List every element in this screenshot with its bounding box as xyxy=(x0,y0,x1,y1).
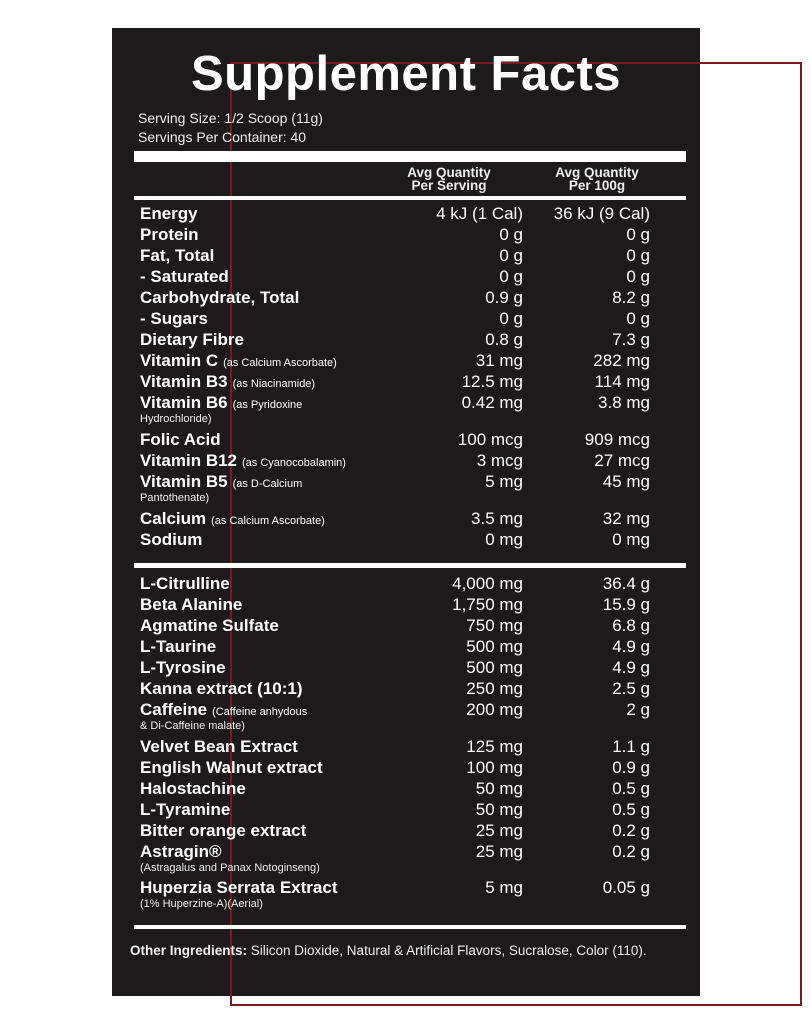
row-per-serving: 100 mg xyxy=(466,758,523,777)
table-row xyxy=(140,574,650,594)
row-per-serving: 25 mg xyxy=(475,842,523,861)
row-label: L-Citrulline xyxy=(140,574,230,593)
row-wrap-text: (1% Huperzine-A)(Aerial) xyxy=(140,898,263,910)
row-per-100g: 7.3 g xyxy=(612,330,650,349)
row-label: Carbohydrate, Total xyxy=(140,288,300,307)
row-per-100g: 0 g xyxy=(626,267,650,286)
table-row xyxy=(140,267,650,287)
table-row xyxy=(140,393,650,413)
row-name xyxy=(140,330,244,350)
row-label: Protein xyxy=(140,225,199,244)
row-per-serving: 750 mg xyxy=(466,616,523,635)
row-per-100g: 36.4 g xyxy=(602,574,650,593)
row-name xyxy=(140,821,306,841)
table-row xyxy=(140,430,650,450)
row-name xyxy=(140,530,202,550)
col-header-per-serving-line1: Avg Quantity xyxy=(407,165,491,180)
row-name xyxy=(140,758,323,778)
row-name xyxy=(140,451,346,473)
row-name xyxy=(140,351,337,373)
row-name xyxy=(140,393,302,415)
row-label: Beta Alanine xyxy=(140,595,243,614)
row-per-serving: 500 mg xyxy=(466,637,523,656)
table-row xyxy=(140,779,650,799)
row-label: Vitamin B3 xyxy=(140,372,228,391)
table-row xyxy=(140,758,650,778)
row-name xyxy=(140,616,279,636)
row-per-serving: 125 mg xyxy=(466,737,523,756)
row-name xyxy=(140,430,221,450)
row-per-100g: 6.8 g xyxy=(612,616,650,635)
row-per-100g: 15.9 g xyxy=(602,595,650,614)
row-label: Caffeine xyxy=(140,700,208,719)
row-label: Kanna extract (10:1) xyxy=(140,679,303,698)
col-header-per-100g-line1: Avg Quantity xyxy=(555,165,639,180)
row-label: - Sugars xyxy=(140,309,209,328)
row-per-100g: 0.5 g xyxy=(612,800,650,819)
row-label: Bitter orange extract xyxy=(140,821,307,840)
divider-header xyxy=(134,196,686,200)
panel-title: Supplement Facts xyxy=(190,47,622,101)
row-per-serving: 100 mcg xyxy=(457,430,523,449)
row-per-100g: 27 mcg xyxy=(594,451,650,470)
table-row xyxy=(140,700,650,720)
row-per-100g: 909 mcg xyxy=(584,430,650,449)
row-per-100g: 114 mg xyxy=(594,372,650,391)
row-name xyxy=(140,309,208,329)
table-row xyxy=(140,246,650,266)
row-per-100g: 0.2 g xyxy=(612,842,650,861)
table-row xyxy=(140,821,650,841)
row-per-serving: 250 mg xyxy=(466,679,523,698)
row-per-100g: 0.2 g xyxy=(612,821,650,840)
row-sublabel: (as Niacinamide) xyxy=(232,378,316,390)
serving-size: Serving Size: 1/2 Scoop (11g) xyxy=(138,110,323,126)
row-per-100g: 0.9 g xyxy=(612,758,650,777)
row-name xyxy=(140,267,229,287)
row-name xyxy=(140,637,216,657)
row-wrap-text: (Astragalus and Panax Notoginseng) xyxy=(140,862,320,874)
row-name xyxy=(140,472,302,494)
other-ingredients-text: Silicon Dioxide, Natural & Artificial Flavors, Sucralose, Color (110). xyxy=(247,943,647,958)
row-per-serving: 4,000 mg xyxy=(452,574,523,593)
table-row xyxy=(140,351,650,371)
row-name xyxy=(140,225,199,245)
row-label: Velvet Bean Extract xyxy=(140,737,298,756)
row-per-100g: 3.8 mg xyxy=(598,393,650,412)
table-row xyxy=(140,330,650,350)
row-per-100g: 36 kJ (9 Cal) xyxy=(553,204,650,223)
row-per-100g: 0.05 g xyxy=(602,878,650,897)
row-per-serving: 200 mg xyxy=(466,700,523,719)
row-wrap-text: Pantothenate) xyxy=(140,492,210,504)
table-row xyxy=(140,372,650,392)
row-per-serving: 50 mg xyxy=(475,779,523,798)
row-label: Halostachine xyxy=(140,779,246,798)
row-per-serving: 0.42 mg xyxy=(461,393,523,412)
row-per-serving: 0 g xyxy=(499,225,523,244)
row-name xyxy=(140,842,221,862)
row-per-100g: 0 g xyxy=(626,225,650,244)
table-row xyxy=(140,288,650,308)
row-per-100g: 32 mg xyxy=(602,509,650,528)
table-row xyxy=(140,472,650,492)
row-per-serving: 0 g xyxy=(499,309,523,328)
row-name xyxy=(140,700,307,722)
table-row xyxy=(140,878,650,898)
row-name xyxy=(140,574,230,594)
divider-bottom xyxy=(134,925,686,929)
row-per-serving: 31 mg xyxy=(475,351,523,370)
other-ingredients-label: Other Ingredients: xyxy=(130,943,248,958)
row-label: Dietary Fibre xyxy=(140,330,244,349)
row-name xyxy=(140,737,298,757)
row-per-100g: 0 g xyxy=(626,309,650,328)
row-per-serving: 500 mg xyxy=(466,658,523,677)
row-per-100g: 4.9 g xyxy=(612,637,650,656)
row-per-serving: 4 kJ (1 Cal) xyxy=(436,204,523,223)
row-label: Huperzia Serrata Extract xyxy=(140,878,338,897)
row-sublabel: (Caffeine anhydous xyxy=(212,706,308,718)
thick-divider-top xyxy=(134,151,686,162)
row-label: - Saturated xyxy=(140,267,229,286)
row-per-100g: 0.5 g xyxy=(612,779,650,798)
row-name xyxy=(140,800,230,820)
row-label: Sodium xyxy=(140,530,203,549)
row-name xyxy=(140,679,303,699)
col-header-per-100g-line2: Per 100g xyxy=(568,178,626,193)
row-wrap-text: & Di-Caffeine malate) xyxy=(140,720,245,732)
table-row xyxy=(140,616,650,636)
row-per-100g: 2.5 g xyxy=(612,679,650,698)
row-per-serving: 0.9 g xyxy=(485,288,523,307)
col-header-per-serving xyxy=(394,166,504,192)
row-label: Astragin® xyxy=(140,842,222,861)
row-per-serving: 25 mg xyxy=(475,821,523,840)
row-sublabel: (as Cyanocobalamin) xyxy=(242,457,346,469)
row-label: Calcium xyxy=(140,509,207,528)
row-name xyxy=(140,372,315,394)
row-per-100g: 8.2 g xyxy=(612,288,650,307)
row-label: Vitamin B5 xyxy=(140,472,228,491)
divider-actives xyxy=(134,563,686,568)
row-label: L-Tyrosine xyxy=(140,658,226,677)
supplement-facts-panel xyxy=(112,28,700,996)
table-row xyxy=(140,204,650,224)
table-row xyxy=(140,451,650,471)
row-per-100g: 0 mg xyxy=(612,530,650,549)
row-per-serving: 50 mg xyxy=(475,800,523,819)
row-per-serving: 5 mg xyxy=(485,878,523,897)
row-per-100g: 2 g xyxy=(626,700,650,719)
row-per-serving: 3 mcg xyxy=(476,451,523,470)
table-row xyxy=(140,658,650,678)
row-name xyxy=(140,246,214,266)
row-per-serving: 1,750 mg xyxy=(452,595,523,614)
row-per-serving: 12.5 mg xyxy=(461,372,523,391)
table-row xyxy=(140,595,650,615)
table-row xyxy=(140,225,650,245)
row-name xyxy=(140,878,337,898)
servings-per-container: Servings Per Container: 40 xyxy=(138,129,307,145)
row-label: Agmatine Sulfate xyxy=(140,616,279,635)
row-sublabel: (as Calcium Ascorbate) xyxy=(223,357,337,369)
row-label: Fat, Total xyxy=(140,246,215,265)
row-per-serving: 3.5 mg xyxy=(471,509,523,528)
row-name xyxy=(140,288,299,308)
row-per-100g: 282 mg xyxy=(593,351,650,370)
table-row xyxy=(140,509,650,529)
row-per-100g: 0 g xyxy=(626,246,650,265)
row-per-serving: 0.8 g xyxy=(485,330,523,349)
row-name xyxy=(140,658,226,678)
row-per-100g: 4.9 g xyxy=(612,658,650,677)
row-label: Folic Acid xyxy=(140,430,221,449)
table-row xyxy=(140,842,650,862)
row-label: Vitamin B12 xyxy=(140,451,238,470)
other-ingredients xyxy=(130,941,690,961)
row-per-serving: 0 mg xyxy=(485,530,523,549)
table-row xyxy=(140,800,650,820)
table-row xyxy=(140,530,650,550)
row-per-serving: 5 mg xyxy=(485,472,523,491)
table-row xyxy=(140,737,650,757)
table-row xyxy=(140,637,650,657)
row-per-100g: 1.1 g xyxy=(612,737,650,756)
row-name xyxy=(140,779,246,799)
col-header-per-serving-line2: Per Serving xyxy=(411,178,487,193)
row-name xyxy=(140,509,325,531)
col-header-per-100g xyxy=(542,166,652,192)
table-row xyxy=(140,309,650,329)
row-label: L-Tyramine xyxy=(140,800,231,819)
row-name xyxy=(140,595,242,615)
row-label: Vitamin B6 xyxy=(140,393,228,412)
table-row xyxy=(140,679,650,699)
row-sublabel: (as Calcium Ascorbate) xyxy=(211,515,325,527)
row-per-serving: 0 g xyxy=(499,267,523,286)
row-label: Energy xyxy=(140,204,198,223)
row-per-100g: 45 mg xyxy=(602,472,650,491)
row-label: Vitamin C xyxy=(140,351,219,370)
row-sublabel: (as Pyridoxine xyxy=(232,399,303,411)
row-label: L-Taurine xyxy=(140,637,217,656)
row-wrap-text: Hydrochloride) xyxy=(140,413,212,425)
row-per-serving: 0 g xyxy=(499,246,523,265)
row-sublabel: (as D-Calcium xyxy=(232,478,303,490)
row-name xyxy=(140,204,198,224)
row-label: English Walnut extract xyxy=(140,758,323,777)
